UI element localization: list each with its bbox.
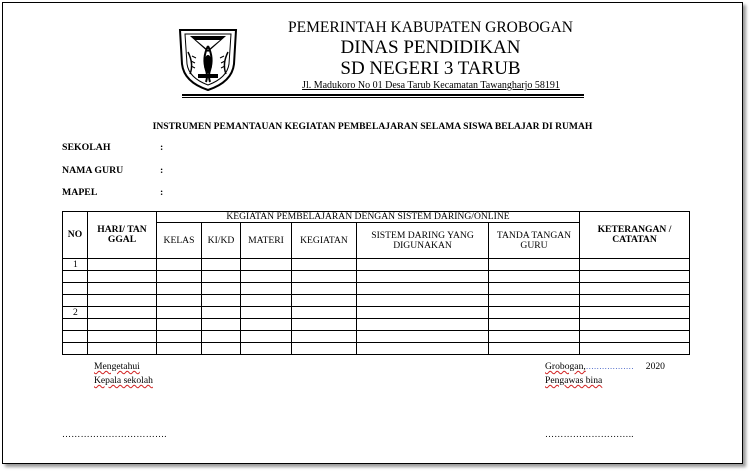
table-row <box>63 271 690 283</box>
field-label: MAPEL <box>62 187 98 198</box>
regency-emblem-icon <box>176 24 240 94</box>
field-label: NAMA GURU <box>62 165 124 176</box>
place-date <box>545 361 665 372</box>
supervisor-name-line: ……………………….. <box>545 429 634 439</box>
monitoring-table <box>62 211 690 355</box>
field-sekolah <box>62 142 164 153</box>
row-number <box>63 319 88 331</box>
table-row <box>63 331 690 343</box>
header-notes: KETERANGAN / CATATAN <box>580 212 690 259</box>
header-online-activity-group: KEGIATAN PEMBELAJARAN DENGAN SISTEM DARING/ONLINE <box>157 212 580 223</box>
principal-name-line: ……………………………. <box>62 429 167 439</box>
row-number <box>63 343 88 355</box>
row-number <box>63 295 88 307</box>
acknowledged-label: Mengetahui <box>94 361 140 372</box>
table-row <box>63 307 690 319</box>
school-address: Jl. Madukoro No 01 Desa Tarub Kecamatan Tawangharjo 58191 <box>302 80 560 91</box>
header-rule-thick <box>182 94 584 96</box>
table-row <box>63 259 690 271</box>
agency-name: DINAS PENDIDIKAN <box>340 37 521 58</box>
header-class: KELAS <box>157 223 202 259</box>
year: 2020 <box>645 361 665 372</box>
row-number: 1 <box>63 259 88 271</box>
row-number: 2 <box>63 307 88 319</box>
row-number <box>63 283 88 295</box>
table-row <box>63 319 690 331</box>
field-mapel <box>62 187 164 198</box>
table-row <box>63 283 690 295</box>
document-title: INSTRUMEN PEMANTAUAN KEGIATAN PEMBELAJARAN SELAMA SISWA BELAJAR DI RUMAH <box>152 121 593 132</box>
header-online-system: SISTEM DARING YANG DIGUNAKAN <box>357 223 489 259</box>
header-rule-thin <box>182 97 584 98</box>
header-material: MATERI <box>241 223 292 259</box>
table-row <box>63 295 690 307</box>
field-separator: : <box>160 165 164 176</box>
row-number <box>63 331 88 343</box>
supervisor-title: Pengawas bina <box>545 375 603 386</box>
principal-title: Kepala sekolah <box>94 375 153 386</box>
field-separator: : <box>160 187 164 198</box>
table-row <box>63 343 690 355</box>
header-activity: KEGIATAN <box>292 223 357 259</box>
government-name: PEMERINTAH KABUPATEN GROBOGAN <box>288 19 573 36</box>
header-day-date: HARI/ TAN GGAL <box>88 212 157 259</box>
place-name: Grobogan, <box>545 361 586 372</box>
row-number <box>63 271 88 283</box>
date-dots: ……………… <box>585 362 634 371</box>
school-name: SD NEGERI 3 TARUB <box>340 58 521 79</box>
field-separator: : <box>160 142 164 153</box>
header-ki-kd: KI/KD <box>202 223 241 259</box>
header-no: NO <box>63 212 88 259</box>
field-nama-guru <box>62 165 164 176</box>
field-label: SEKOLAH <box>62 142 111 153</box>
header-teacher-signature: TANDA TANGAN GURU <box>489 223 580 259</box>
